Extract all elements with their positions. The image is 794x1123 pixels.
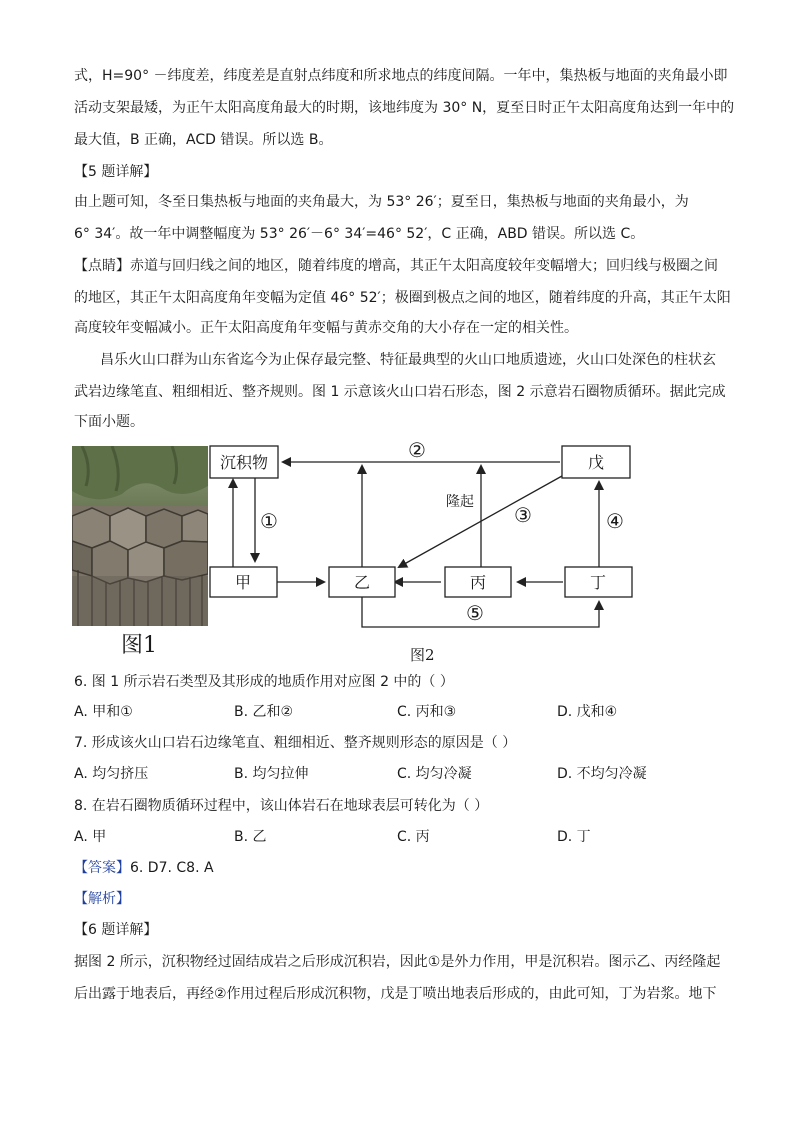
dianjing-text: 赤道与回归线之间的地区，随着纬度的增高，其正午太阳高度较年变幅增大；回归线与极圈之间 <box>130 258 718 274</box>
q7-option-b: B. 均匀拉伸 <box>234 766 309 782</box>
text-line: 式，H=90° －纬度差，纬度差是直射点纬度和所求地点的纬度间隔。一年中，集热板与地面的夹角最小即 <box>74 68 728 84</box>
section-heading: 【6 题详解】 <box>74 922 158 938</box>
q6-option-c: C. 丙和③ <box>397 704 457 720</box>
q7-option-a: A. 均匀挤压 <box>74 766 149 782</box>
text-line: 据图 2 所示，沉积物经过固结成岩之后形成沉积岩，因此①是外力作用，甲是沉积岩。图示乙、丙经隆起 <box>74 954 721 970</box>
q6-option-b: B. 乙和② <box>234 704 294 720</box>
label-bing: 丙 <box>469 573 487 592</box>
answer-text: 6. D7. C8. A <box>130 860 214 876</box>
marker-1: ① <box>260 509 278 533</box>
label-wu: 戊 <box>587 453 605 472</box>
text-line <box>74 256 718 276</box>
question-8-stem: 8. 在岩石圈物质循环过程中，该山体岩石在地球表层可转化为（ ） <box>74 798 489 814</box>
q6-option-d: D. 戊和④ <box>557 704 618 720</box>
text-line: 昌乐火山口群为山东省迄今为止保存最完整、特征最典型的火山口地质遗迹，火山口处深色的柱状玄 <box>100 352 716 368</box>
text-line: 的地区，其正午太阳高度角年变幅为定值 46° 52′；极圈到极点之间的地区，随着纬度的升高，其正午太阳 <box>74 290 731 306</box>
label-sediment: 沉积物 <box>219 453 269 472</box>
label-uplift: 隆起 <box>446 494 474 510</box>
figure-1-label: 图1 <box>121 633 157 658</box>
marker-5: ⑤ <box>466 601 484 625</box>
q8-option-a: A. 甲 <box>74 829 107 845</box>
marker-3: ③ <box>514 503 532 527</box>
figure-2-label: 图2 <box>410 646 435 664</box>
section-heading: 【5 题详解】 <box>74 164 158 180</box>
question-6-stem: 6. 图 1 所示岩石类型及其形成的地质作用对应图 2 中的（ ） <box>74 674 454 690</box>
basalt-columns-photo <box>72 446 208 626</box>
answer-tag: 【答案】 <box>74 860 130 876</box>
analysis-tag: 【解析】 <box>74 891 130 907</box>
text-line: 活动支架最矮，为正午太阳高度角最大的时期，该地纬度为 30° N，夏至日时正午太阳高度角达到一年中的 <box>74 100 735 116</box>
q7-option-d: D. 不均匀冷凝 <box>557 766 647 782</box>
dianjing-tag: 【点睛】 <box>74 258 130 274</box>
text-line: 由上题可知，冬至日集热板与地面的夹角最大，为 53° 26′；夏至日，集热板与地面的夹角最小，为 <box>74 194 689 210</box>
text-line: 武岩边缘笔直、粗细相近、整齐规则。图 1 示意该火山口岩石形态，图 2 示意岩石圈物质循环。据此完成 <box>74 384 726 400</box>
text-line: 最大值，B 正确，ACD 错误。所以选 B。 <box>74 132 333 148</box>
text-line: 高度较年变幅减小。正午太阳高度角年变幅与黄赤交角的大小存在一定的相关性。 <box>74 320 578 336</box>
q8-option-b: B. 乙 <box>234 829 267 845</box>
text-line: 后出露于地表后，再经②作用过程后形成沉积物，戊是丁喷出地表后形成的，由此可知，丁为岩浆。地下 <box>74 986 717 1002</box>
q8-option-d: D. 丁 <box>557 829 591 845</box>
marker-4: ④ <box>606 509 624 533</box>
label-ding: 丁 <box>589 573 607 592</box>
rock-cycle-diagram <box>205 436 645 668</box>
marker-2: ② <box>408 438 426 462</box>
text-line: 6° 34′。故一年中调整幅度为 53° 26′－6° 34′=46° 52′，C 正确，ABD 错误。所以选 C。 <box>74 226 645 242</box>
label-yi: 乙 <box>353 573 371 592</box>
q7-option-c: C. 均匀冷凝 <box>397 766 472 782</box>
q8-option-c: C. 丙 <box>397 829 430 845</box>
q6-option-a: A. 甲和① <box>74 704 133 720</box>
text-line: 下面小题。 <box>74 414 144 430</box>
question-7-stem: 7. 形成该火山口岩石边缘笔直、粗细相近、整齐规则形态的原因是（ ） <box>74 735 517 751</box>
answer-line <box>74 858 214 878</box>
label-jia: 甲 <box>234 573 252 592</box>
